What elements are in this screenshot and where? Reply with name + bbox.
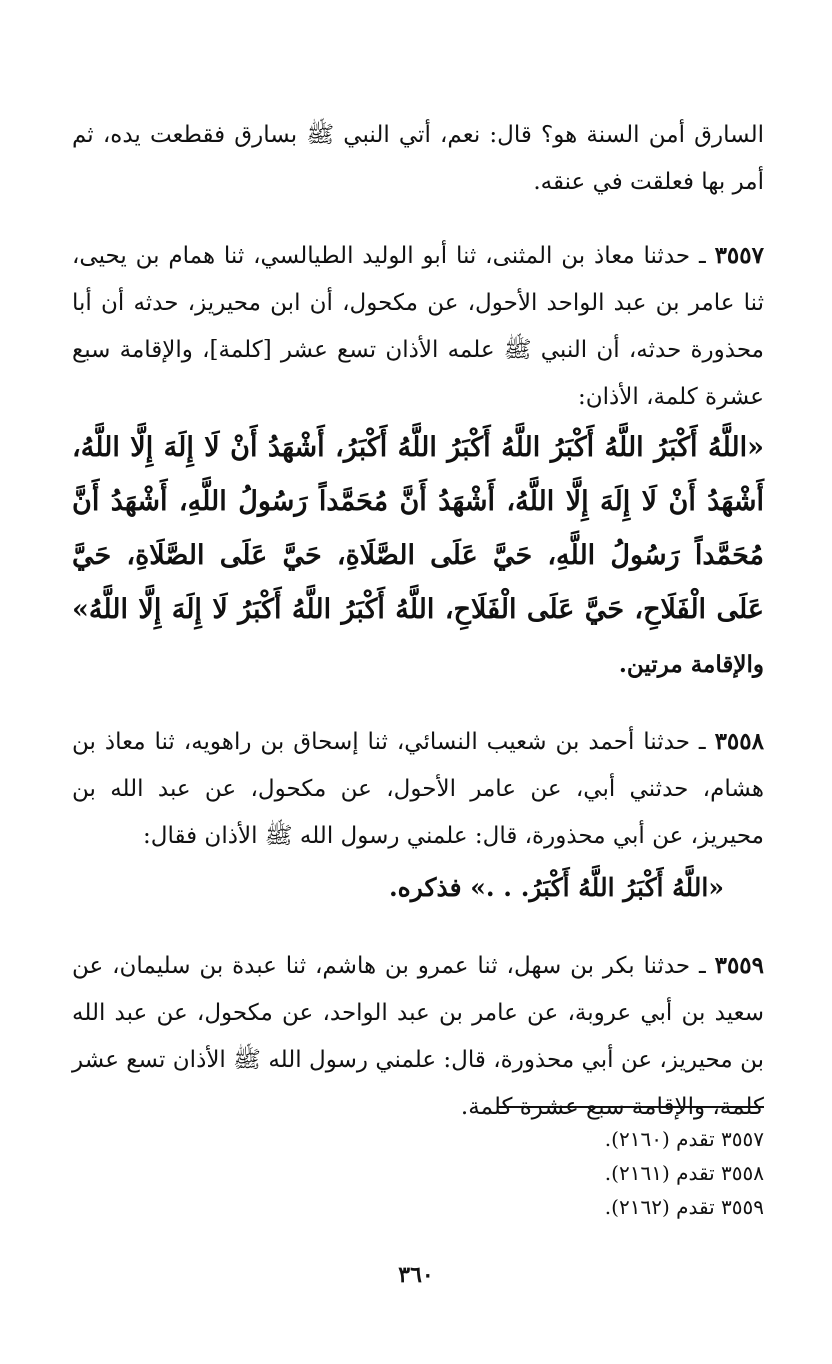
footnote-divider [498, 1106, 764, 1108]
athan-tail: والإقامة مرتين. [618, 651, 764, 678]
page-body [72, 112, 764, 1131]
athan-tail: فذكره. [388, 873, 462, 902]
athan-text-3557 [72, 421, 764, 692]
hadith-text: ـ حدثنا بكر بن سهل، ثنا عمرو بن هاشم، ثنا عبدة بن سليمان، عن سعيد بن أبي عروبة، عن عامر بن عبد الواحد، عن مكحول، عن عبد الله بن محيريز، عن أبي محذورة، قال: علمني رسول الله ﷺ الأذان تسع عشر كلمة، والإقامة سبع عشرة كلمة. [72, 953, 764, 1120]
footnotes [72, 1106, 764, 1224]
hadith-number: ٣٥٥٧ [714, 242, 764, 269]
continuation-line-2: أمر بها فعلقت في عنقه. [533, 169, 764, 195]
footnote-item: ٣٥٥٨ تقدم (٢١٦١). [604, 1161, 764, 1185]
hadith-3559 [72, 942, 764, 1131]
hadith-text: ـ حدثنا معاذ بن المثنى، ثنا أبو الوليد الطيالسي، ثنا همام بن يحيى، ثنا عامر بن عبد الواحد الأحول، عن مكحول، أن ابن محيريز، حدثه أن أبا محذورة حدثه، أن النبي ﷺ علمه الأذان تسع عشر [كلمة]، والإقامة سبع عشرة كلمة، الأذان: [72, 243, 764, 410]
hadith-3558 [72, 718, 764, 860]
footnote-item: ٣٥٥٩ تقدم (٢١٦٢). [604, 1195, 764, 1219]
athan-text-3558 [72, 860, 764, 916]
footnote-item: ٣٥٥٧ تقدم (٢١٦٠). [604, 1127, 764, 1151]
continuation-line-1: السارق أمن السنة هو؟ قال: نعم، أتي النبي ﷺ بسارق فقطعت يده، ثم [72, 122, 764, 148]
athan-words: «اللَّهُ أَكْبَرُ اللَّهُ أَكْبَرُ. . .» [470, 873, 724, 902]
athan-words: «اللَّهُ أَكْبَرُ اللَّهُ أَكْبَرُ اللَّهُ أَكْبَرُ اللَّهُ أَكْبَرُ، أَشْهَدُ أَنْ لَا إِلَهَ إِلَّا اللَّهُ، أَشْهَدُ أَنْ لَا إِلَهَ إِلَّا اللَّهُ، أَشْهَدُ أَنَّ مُحَمَّداً رَسُولُ اللَّهِ، أَشْهَدُ أَنَّ مُحَمَّداً رَسُولُ اللَّهِ، حَيَّ عَلَى الصَّلَاةِ، حَيَّ عَلَى الصَّلَاةِ، حَيَّ عَلَى الْفَلَاحِ، حَيَّ عَلَى الْفَلَاحِ، اللَّهُ أَكْبَرُ اللَّهُ أَكْبَرُ لَا إِلَهَ إِلَّا اللَّهُ» [72, 432, 764, 625]
continuation-paragraph [72, 112, 764, 206]
page-number: ٣٦٠ [398, 1262, 434, 1288]
hadith-3557 [72, 232, 764, 421]
hadith-text: ـ حدثنا أحمد بن شعيب النسائي، ثنا إسحاق بن راهويه، ثنا معاذ بن هشام، حدثني أبي، عن عامر الأحول، عن مكحول، عن عبد الله بن محيريز، عن أبي محذورة، قال: علمني رسول الله ﷺ الأذان فقال: [72, 729, 764, 849]
hadith-number: ٣٥٥٩ [714, 952, 765, 979]
hadith-number: ٣٥٥٨ [714, 728, 764, 755]
